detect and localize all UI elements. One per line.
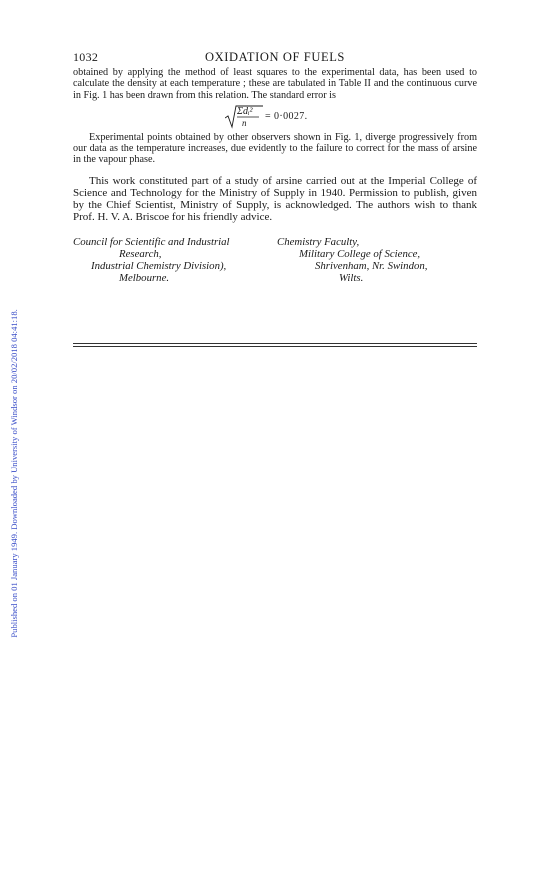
download-watermark: [0, 0, 18, 893]
affiliation-left-line: Industrial Chemistry Division),: [91, 260, 227, 272]
affiliation-right-line: Chemistry Faculty,: [277, 235, 360, 248]
running-head: [73, 50, 477, 66]
square-root-sign: [225, 105, 259, 127]
running-title: OXIDATION OF FUELS: [205, 50, 345, 64]
equation-numerator: Σdᵢ²: [237, 105, 253, 117]
page-number: 1032: [73, 50, 99, 64]
affiliation-right-line: Military College of Science,: [299, 247, 421, 260]
download-watermark-text: Published on 01 January 1949. Downloaded by University of Windsor on 20/02/2018 04:41:18.: [9, 309, 19, 638]
page-body: [73, 50, 477, 296]
affiliation-left: [73, 236, 278, 285]
affiliation-left-line: Research,: [119, 247, 162, 260]
equation-result: = 0·0027.: [265, 110, 308, 122]
affiliation-left-line: Melbourne.: [119, 272, 170, 285]
affiliation-right: [277, 236, 477, 285]
standard-error-equation: [73, 105, 477, 129]
equation-denominator: n: [242, 117, 247, 128]
paragraph-other-observers: Experimental points obtained by other observers shown in Fig. 1, diverge progressively from our data as the temperature increases, due evidently to the failure to correct for the mass of arsine in the vapour phase.: [73, 131, 477, 166]
affiliation-right-line: Shrivenham, Nr. Swindon,: [315, 260, 428, 272]
paragraph-acknowledgement: This work constituted part of a study of arsine carried out at the Imperial College of Science and Technology for the Ministry of Supply in 1940. Permission to publish, given by the Chief Scientist, Ministry of Supply, is acknowledged. The authors wish to thank Prof. H. V. A. Briscoe for his friendly advice.: [73, 174, 477, 224]
paragraph-least-squares: obtained by applying the method of least squares to the experimental data, has been used to calculate the density at each temperature ; these are tabulated in Table II and the continuous curve in Fig. 1 has been drawn from this relation. The standard error is: [73, 67, 477, 101]
closing-double-rule: [73, 343, 477, 347]
affiliation-left-line: Council for Scientific and Industrial: [73, 235, 230, 248]
affiliation-right-line: Wilts.: [339, 272, 364, 285]
author-affiliations: [73, 236, 477, 296]
